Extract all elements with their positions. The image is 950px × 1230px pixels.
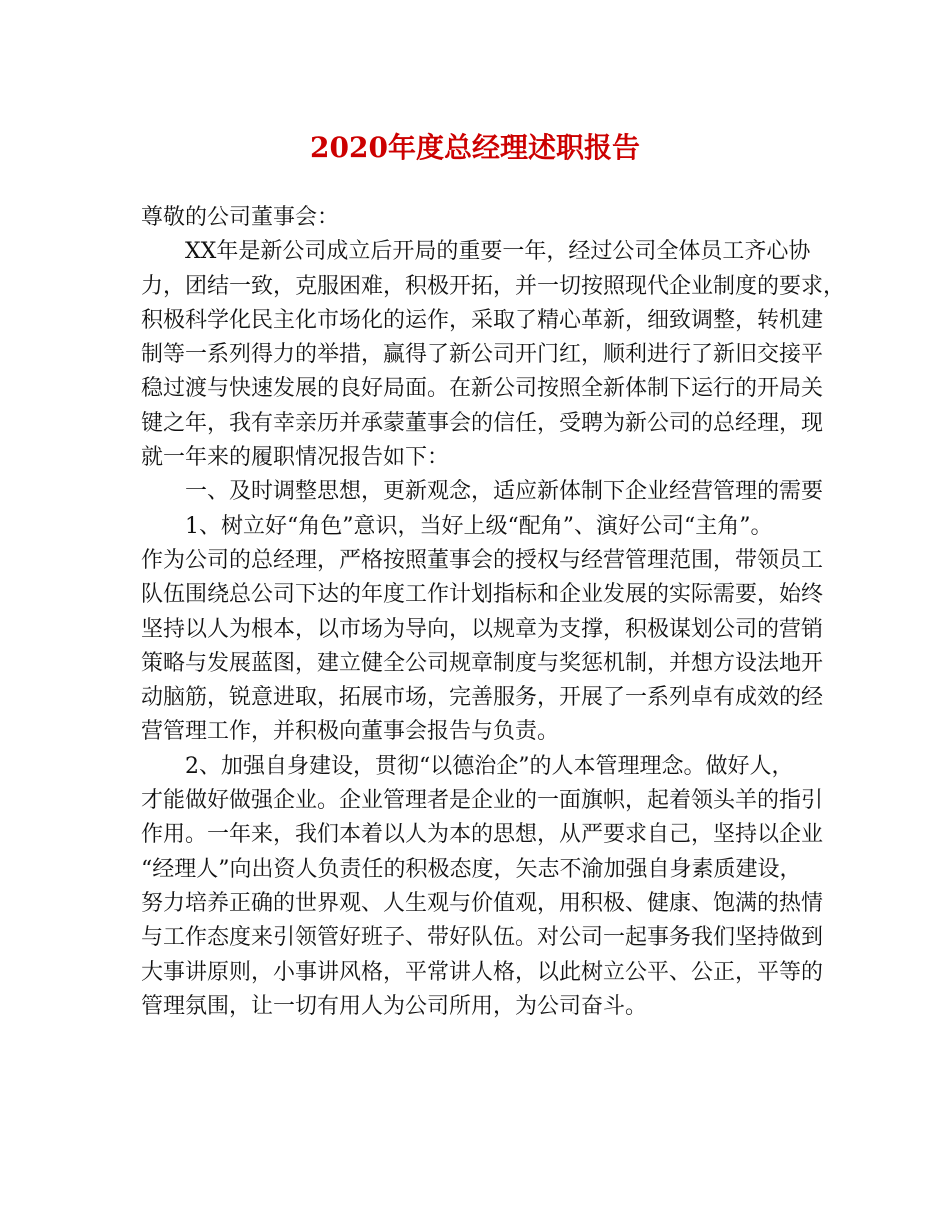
document-line: “经理人”向出资人负责任的积极态度，矢志不渝加强自身素质建设， xyxy=(141,856,802,882)
document-line: XX年是新公司成立后开局的重要一年，经过公司全体员工齐心协 xyxy=(185,239,811,265)
document-line: 与工作态度来引领管好班子、带好队伍。对公司一起事务我们坚持做到 xyxy=(141,925,824,951)
document-line: 努力培养正确的世界观、人生观与价值观，用积极、健康、饱满的热情 xyxy=(141,890,824,916)
document-line: 力，团结一致，克服困难，积极开拓，并一切按照现代企业制度的要求， xyxy=(141,273,846,299)
document-line: 策略与发展蓝图，建立健全公司规章制度与奖惩机制，并想方设法地开 xyxy=(141,650,824,676)
document-body xyxy=(141,201,846,1024)
document-line: 管理氛围，让一切有用人为公司所用，为公司奋斗。 xyxy=(141,993,648,1019)
document-line: 尊敬的公司董事会： xyxy=(141,205,340,230)
document-line: 大事讲原则，小事讲风格，平常讲人格，以此树立公平、公正，平等的 xyxy=(141,959,824,985)
document-line: 积极科学化民主化市场化的运作，采取了精心革新，细致调整，转机建 xyxy=(141,307,824,333)
document-line: 就一年来的履职情况报告如下： xyxy=(141,445,450,471)
document-line: 一、及时调整思想，更新观念，适应新体制下企业经营管理的需要 xyxy=(185,479,824,505)
document-line: 队伍围绕总公司下达的年度工作计划指标和企业发展的实际需要，始终 xyxy=(141,582,824,608)
document-line: 才能做好做强企业。企业管理者是企业的一面旗帜，起着领头羊的指引 xyxy=(141,788,824,814)
document-line: 1、树立好“角色”意识，当好上级“配角”、演好公司“主角”。 xyxy=(185,513,773,539)
document-line: 键之年，我有幸亲历并承蒙董事会的信任，受聘为新公司的总经理，现 xyxy=(141,410,824,436)
document-line: 制等一系列得力的举措，赢得了新公司开门红，顺利进行了新旧交接平 xyxy=(141,342,824,368)
document-line: 作用。一年来，我们本着以人为本的思想，从严要求自己，坚持以企业 xyxy=(141,822,824,848)
document-title: 2020年度总经理述职报告 xyxy=(310,131,640,164)
document-line: 坚持以人为根本，以市场为导向，以规章为支撑，积极谋划公司的营销 xyxy=(141,616,824,642)
document-line: 动脑筋，锐意进取，拓展市场，完善服务，开展了一系列卓有成效的经 xyxy=(141,685,824,711)
document-line: 作为公司的总经理，严格按照董事会的授权与经营管理范围，带领员工 xyxy=(141,547,824,573)
document-line: 稳过渡与快速发展的良好局面。在新公司按照全新体制下运行的开局关 xyxy=(141,376,824,402)
document-line: 2、加强自身建设，贯彻“以德治企”的人本管理理念。做好人， xyxy=(185,753,794,779)
document-line: 营管理工作，并积极向董事会报告与负责。 xyxy=(141,719,560,745)
